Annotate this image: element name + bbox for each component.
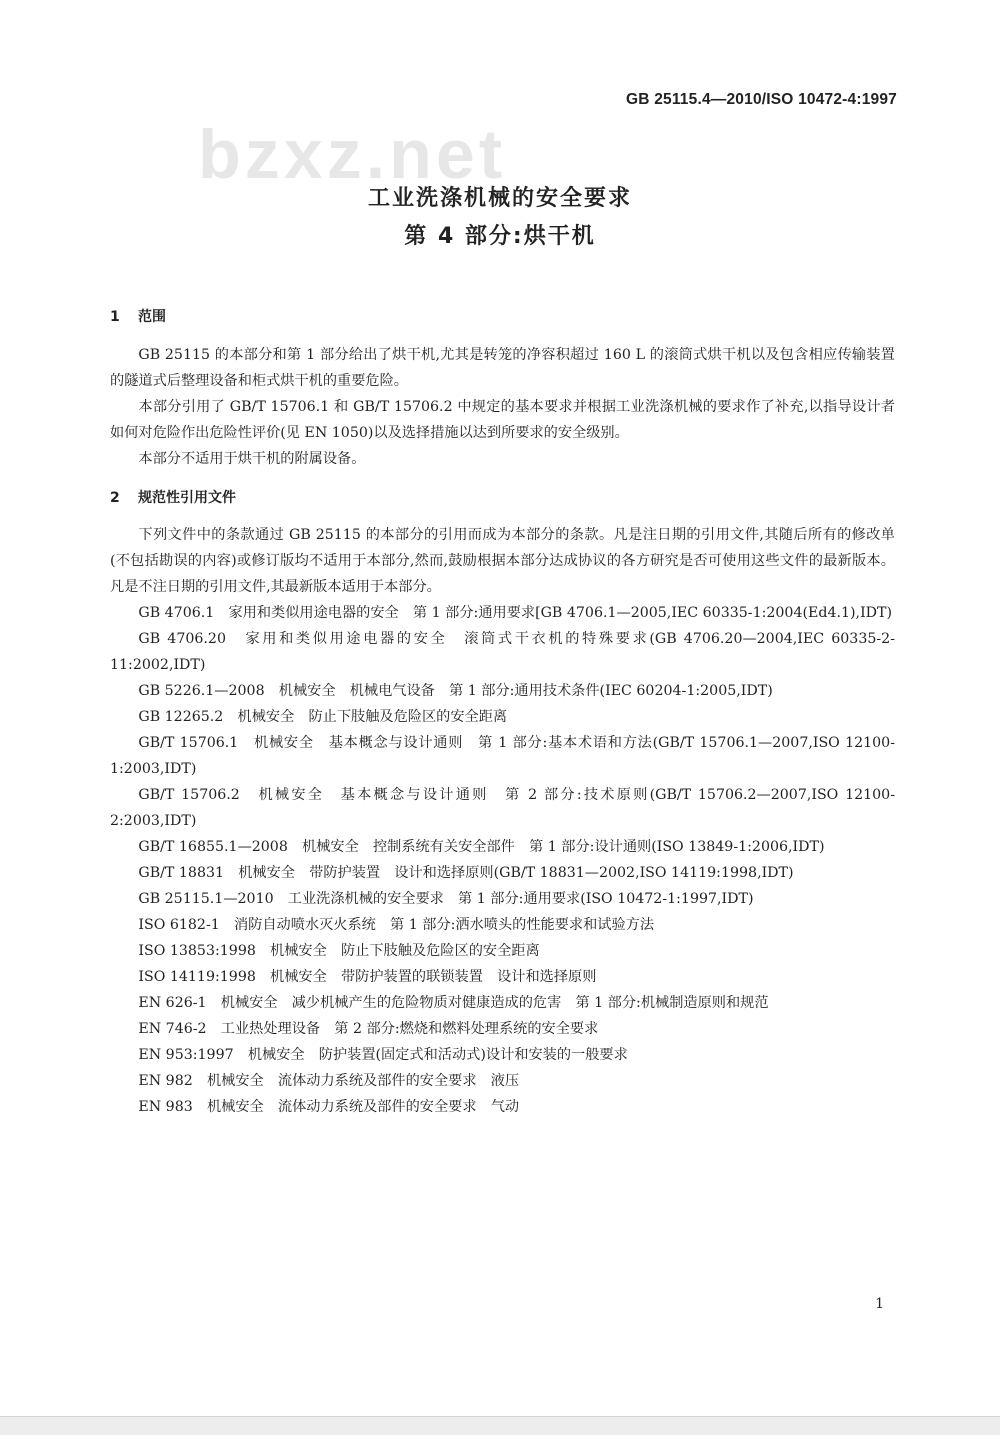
reference-item: GB/T 15706.1 机械安全 基本概念与设计通则 第 1 部分:基本术语和方法(GB/T 15706.1—2007,ISO 12100-1:2003,IDT) bbox=[110, 735, 895, 777]
standard-code: GB 25115.4—2010/ISO 10472-4:1997 bbox=[626, 91, 897, 108]
section-number: 2 bbox=[110, 490, 120, 506]
reference-item: GB/T 16855.1—2008 机械安全 控制系统有关安全部件 第 1 部分:设计通则(ISO 13849-1:2006,IDT) bbox=[138, 839, 825, 855]
reference-item: EN 983 机械安全 流体动力系统及部件的安全要求 气动 bbox=[138, 1099, 520, 1115]
watermark-logo: bzxz.net bbox=[198, 128, 507, 180]
section-title: 规范性引用文件 bbox=[138, 490, 236, 506]
document-title: 工业洗涤机械的安全要求 bbox=[367, 186, 632, 211]
reference-item: EN 626-1 机械安全 减少机械产生的危险物质对健康造成的危害 第 1 部分:机械制造原则和规范 bbox=[138, 995, 769, 1011]
reference-item: GB/T 18831 机械安全 带防护装置 设计和选择原则(GB/T 18831—2002,ISO 14119:1998,IDT) bbox=[138, 865, 794, 881]
document-subtitle: 第 4 部分:烘干机 bbox=[404, 224, 596, 249]
reference-item: ISO 13853:1998 机械安全 防止下肢触及危险区的安全距离 bbox=[138, 943, 540, 959]
paragraph: 本部分引用了 GB/T 15706.1 和 GB/T 15706.2 中规定的基本要求并根据工业洗涤机械的要求作了补充,以指导设计者如何对危险作出危险性评价(见 EN 1050)以及选择措施以达到所要求的安全级别。 bbox=[110, 399, 895, 441]
reference-item: GB/T 15706.2 机械安全 基本概念与设计通则 第 2 部分:技术原则(GB/T 15706.2—2007,ISO 12100-2:2003,IDT) bbox=[110, 787, 895, 829]
section-number: 1 bbox=[110, 309, 120, 325]
viewer-bottom-bar bbox=[0, 1416, 1000, 1435]
paragraph: GB 25115 的本部分和第 1 部分给出了烘干机,尤其是转笼的净容积超过 160 L 的滚筒式烘干机以及包含相应传输装置的隧道式后整理设备和柜式烘干机的重要危险。 bbox=[110, 347, 895, 389]
reference-item: GB 25115.1—2010 工业洗涤机械的安全要求 第 1 部分:通用要求(ISO 10472-1:1997,IDT) bbox=[138, 891, 754, 907]
reference-item: GB 4706.1 家用和类似用途电器的安全 第 1 部分:通用要求[GB 4706.1—2005,IEC 60335-1:2004(Ed4.1),IDT) bbox=[138, 605, 893, 621]
reference-item: EN 746-2 工业热处理设备 第 2 部分:燃烧和燃料处理系统的安全要求 bbox=[138, 1021, 599, 1037]
reference-item: EN 953:1997 机械安全 防护装置(固定式和活动式)设计和安装的一般要求 bbox=[138, 1047, 628, 1063]
paragraph: 下列文件中的条款通过 GB 25115 的本部分的引用而成为本部分的条款。凡是注日期的引用文件,其随后所有的修改单(不包括勘误的内容)或修订版均不适用于本部分,然而,鼓励根据本部分达成协议的各方研究是否可使用这些文件的最新版本。凡是不注日期的引用文件,其最新版本适用于本部分。 bbox=[110, 527, 895, 595]
reference-item: ISO 6182-1 消防自动喷水灭火系统 第 1 部分:洒水喷头的性能要求和试验方法 bbox=[138, 917, 655, 933]
reference-item: GB 5226.1—2008 机械安全 机械电气设备 第 1 部分:通用技术条件(IEC 60204-1:2005,IDT) bbox=[138, 683, 773, 699]
reference-item: GB 4706.20 家用和类似用途电器的安全 滚筒式干衣机的特殊要求(GB 4706.20—2004,IEC 60335-2-11:2002,IDT) bbox=[110, 631, 895, 673]
paragraph: 本部分不适用于烘干机的附属设备。 bbox=[138, 451, 366, 467]
section-heading-normative-references bbox=[110, 488, 895, 508]
document-body bbox=[110, 307, 895, 1120]
section-heading-scope bbox=[110, 307, 895, 327]
reference-item: GB 12265.2 机械安全 防止下肢触及危险区的安全距离 bbox=[138, 709, 508, 725]
reference-item: ISO 14119:1998 机械安全 带防护装置的联锁装置 设计和选择原则 bbox=[138, 969, 597, 985]
page-number: 1 bbox=[875, 1296, 884, 1312]
reference-item: EN 982 机械安全 流体动力系统及部件的安全要求 液压 bbox=[138, 1073, 520, 1089]
section-title: 范围 bbox=[138, 309, 166, 325]
